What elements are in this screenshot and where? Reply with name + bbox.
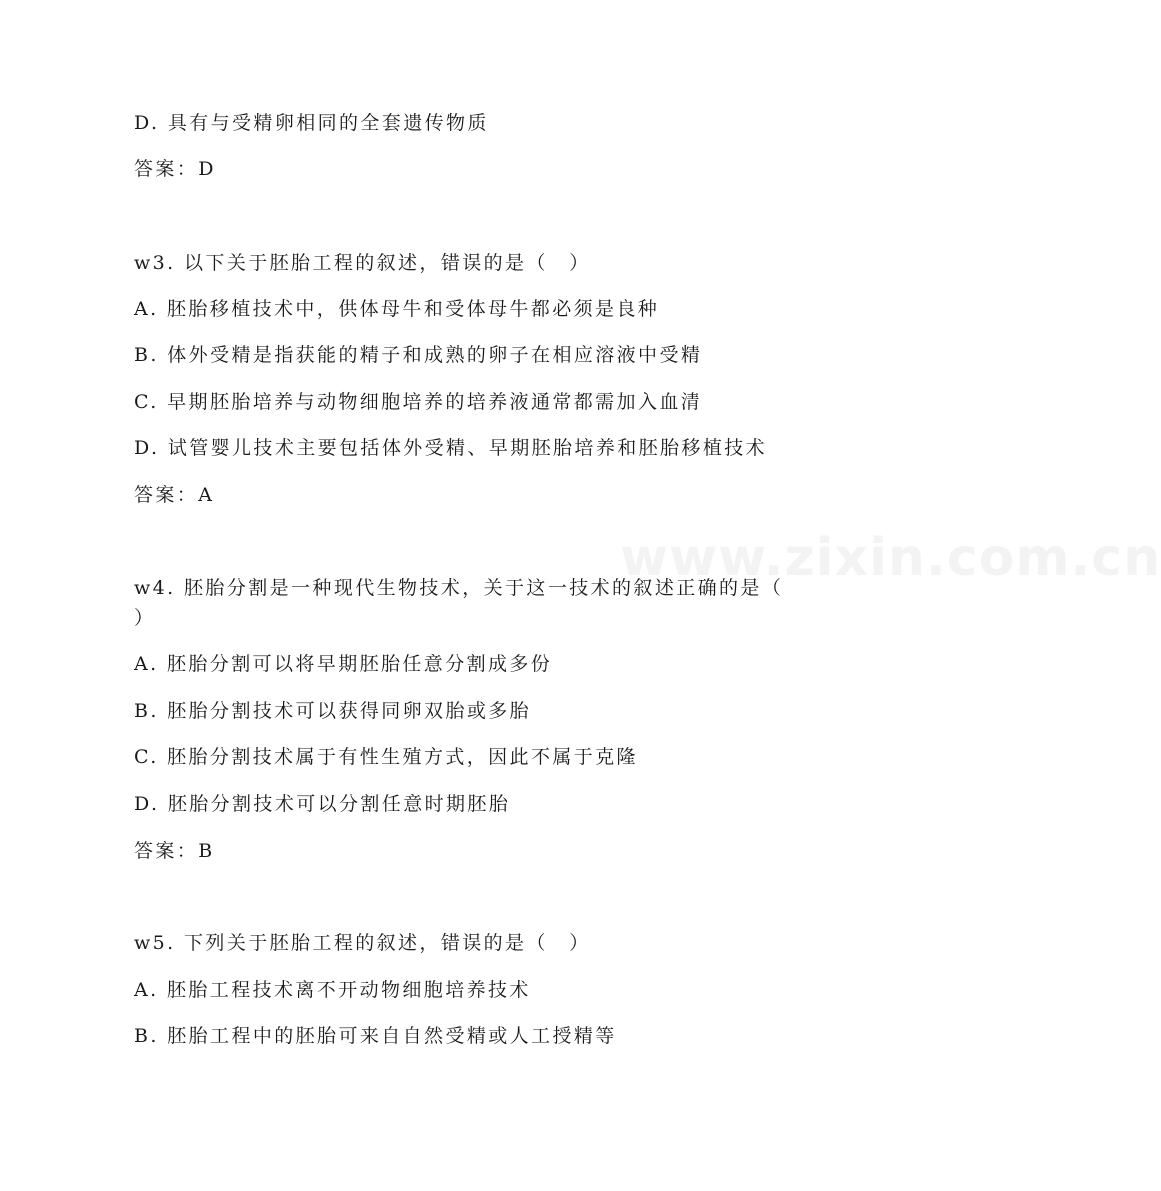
question-3-answer: 答案：A: [134, 484, 215, 506]
question-3-option-c: C. 早期胚胎培养与动物细胞培养的培养液通常都需加入血清: [134, 391, 703, 413]
question-5-stem: w5. 下列关于胚胎工程的叙述，错误的是（ ）: [134, 932, 591, 954]
question-4-answer: 答案：B: [134, 840, 215, 862]
question-2-answer: 答案：D: [134, 158, 216, 180]
question-3-option-d: D. 试管婴儿技术主要包括体外受精、早期胚胎培养和胚胎移植技术: [134, 437, 768, 459]
question-2-option-d: D. 具有与受精卵相同的全套遗传物质: [134, 112, 489, 134]
question-5-option-a: A. 胚胎工程技术离不开动物细胞培养技术: [134, 979, 531, 1001]
question-3-option-b: B. 体外受精是指获能的精子和成熟的卵子在相应溶液中受精: [134, 344, 703, 366]
question-4-option-b: B. 胚胎分割技术可以获得同卵双胎或多胎: [134, 700, 532, 722]
question-4-stem-line-2: ）: [134, 607, 156, 629]
question-4-stem-line-1: w4. 胚胎分割是一种现代生物技术，关于这一技术的叙述正确的是（: [134, 577, 784, 599]
question-3-option-a: A. 胚胎移植技术中，供体母牛和受体母牛都必须是良种: [134, 298, 660, 320]
watermark: www.zixin.com.cn: [620, 528, 1161, 588]
question-4-option-d: D. 胚胎分割技术可以分割任意时期胚胎: [134, 793, 511, 815]
question-4-option-c: C. 胚胎分割技术属于有性生殖方式，因此不属于克隆: [134, 746, 638, 768]
question-4-option-a: A. 胚胎分割可以将早期胚胎任意分割成多份: [134, 653, 553, 675]
question-3-stem: w3. 以下关于胚胎工程的叙述，错误的是（ ）: [134, 252, 591, 274]
question-5-option-b: B. 胚胎工程中的胚胎可来自自然受精或人工授精等: [134, 1025, 617, 1047]
